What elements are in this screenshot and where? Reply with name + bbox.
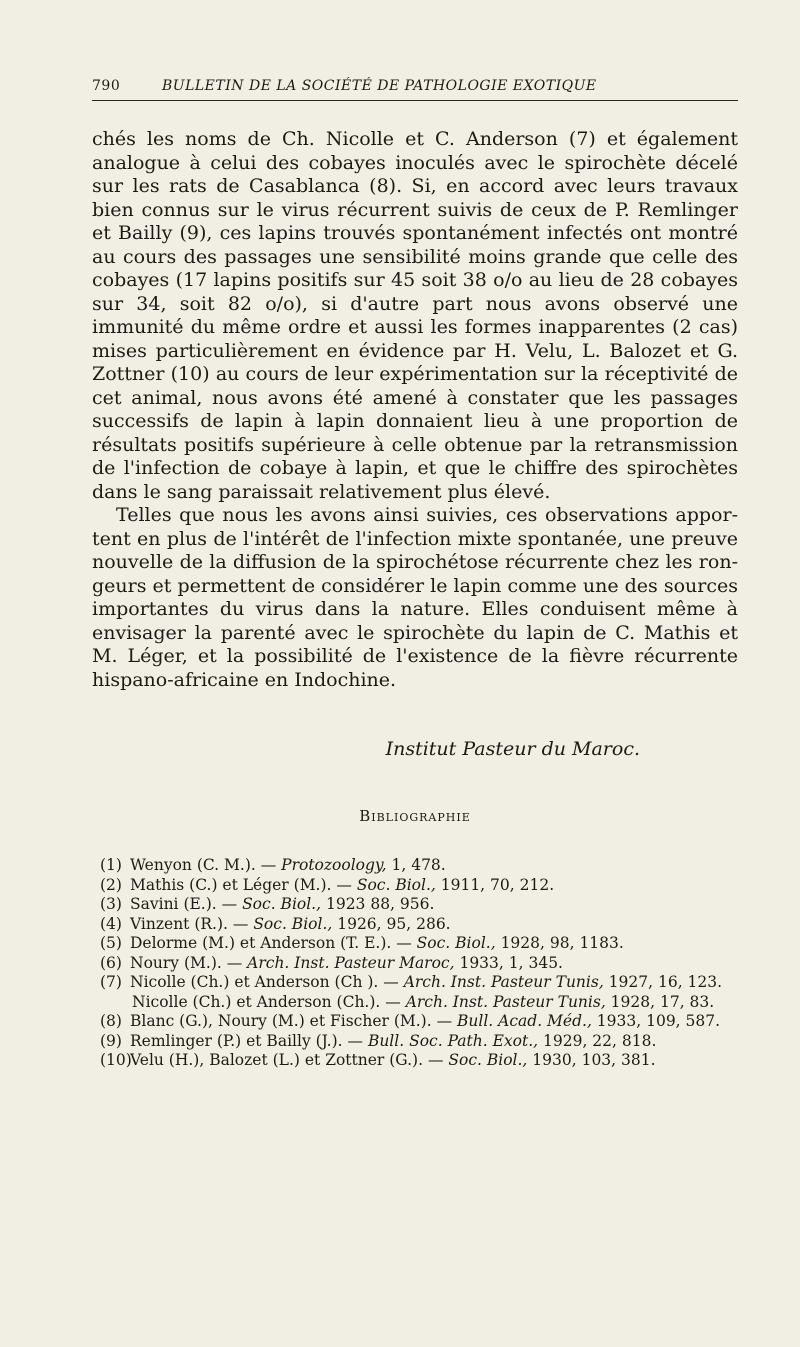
entry-reference: 1930, 103, 381.: [527, 1051, 656, 1069]
page-number: 790: [92, 78, 121, 94]
running-header: [92, 78, 738, 101]
entry-number: (4): [100, 914, 122, 933]
entry-authors: Vinzent (R.). —: [130, 914, 254, 933]
entry-number: (6): [100, 953, 122, 972]
entry-journal: Soc. Biol.,: [356, 875, 436, 894]
bibliography-entry: [100, 934, 740, 954]
entry-number: (5): [100, 934, 122, 952]
entry-number: (2): [100, 875, 122, 894]
entry-journal: Arch. Inst. Pasteur Maroc,: [247, 953, 455, 972]
entry-journal: Bull. Soc. Path. Exot.,: [367, 1031, 539, 1050]
entry-number: (9): [100, 1031, 122, 1050]
bibliography-entry: [100, 954, 740, 974]
entry-reference: 1933, 1, 345.: [454, 953, 563, 972]
entry-number: (10): [100, 1051, 132, 1069]
bibliography-title: Bibliographie: [359, 807, 471, 825]
bibliography-entry: [100, 1051, 740, 1071]
paragraph-2: Telles que nous les avons ainsi suivies, ces observations apportent en plus de l'intérêt de l'infection mixte spontanée, une preuve nouvelle de la diffusion de la spirochétose récurrente chez les rongeurs et permettent de considérer le lapin comme une des sources importantes du virus dans la nature. Elles conduisent même à envisager la parenté avec le spirochète du lapin de C. Mathis et M. Léger, et la possibilité de l'existence de la fièvre récurrente hispano-africaine en Indochine.: [92, 504, 738, 691]
entry-reference: 1928, 98, 1183.: [495, 934, 624, 952]
entry-authors: Wenyon (C. M.). —: [130, 856, 282, 874]
entry-number: (8): [100, 1012, 122, 1030]
entry-reference: 1928, 17, 83.: [605, 992, 715, 1011]
entry-journal: Arch. Inst. Pasteur Tunis,: [405, 992, 606, 1011]
entry-authors: Velu (H.), Balozet (L.) et Zottner (G.). —: [130, 1051, 449, 1069]
entry-authors: Mathis (C.) et Léger (M.). —: [130, 875, 357, 894]
entry-journal: Soc. Biol.,: [416, 934, 496, 952]
entry-authors: Delorme (M.) et Anderson (T. E.). —: [130, 934, 417, 952]
entry-reference: 1929, 22, 818.: [538, 1031, 657, 1050]
bibliography-list: [100, 856, 740, 1071]
entry-reference: 1927, 16, 123.: [603, 973, 723, 991]
entry-number: (3): [100, 895, 122, 913]
entry-journal: Arch. Inst. Pasteur Tunis,: [403, 973, 604, 991]
entry-reference: 1911, 70, 212.: [435, 875, 555, 894]
entry-reference: 1923 88, 956.: [321, 895, 435, 913]
entry-journal: Bull. Acad. Méd.,: [457, 1012, 592, 1030]
institution-signature: Institut Pasteur du Maroc.: [385, 738, 640, 760]
paragraph-1: chés les noms de Ch. Nicolle et C. Anderson (7) et également analogue à celui des cobayes inoculés avec le spirochète décelé sur les rats de Casablanca (8). Si, en accord avec leurs travaux bien connus sur le virus récurrent suivis de ceux de P. Remlinger et Bailly (9), ces lapins trouvés spontanément infectés ont montré au cours des passages une sensibilité moins grande que celle des cobayes (17 lapins positifs sur 45 soit 38 o/o au lieu de 28 cobayes sur 34, soit 82 o/o), si d'autre part nous avons observé une immunité du même ordre et aussi les formes inapparentes (2 cas) mises particulièrement en évidence par H. Velu, L. Balozet et G. Zottner (10) au cours de leur expérimentation sur la réceptivité de cet animal, nous avons été amené à constater que les passages successifs de lapin à lapin donnaient lieu à une proportion de résultats positifs supérieure à celle obtenue par la retransmission de l'infection de cobaye à lapin, et que le chiffre des spirochètes dans le sang paraissait relativement plus élevé.: [92, 128, 738, 503]
bibliography-entry: [100, 1012, 740, 1032]
entry-number: (1): [100, 856, 122, 874]
entry-reference: 1, 478.: [386, 856, 446, 874]
entry-journal: Soc. Biol.,: [253, 914, 333, 933]
bibliography-entry: [100, 1032, 740, 1052]
bibliography-entry: [100, 856, 740, 876]
entry-authors: Remlinger (P.) et Bailly (J.). —: [130, 1031, 368, 1050]
entry-authors: Blanc (G.), Noury (M.) et Fischer (M.). —: [130, 1012, 458, 1030]
entry-journal: Protozoology,: [281, 856, 387, 874]
entry-journal: Soc. Biol.,: [242, 895, 322, 913]
entry-reference: 1933, 109, 587.: [591, 1012, 721, 1030]
bibliography-entry: [100, 973, 740, 993]
entry-reference: 1926, 95, 286.: [332, 914, 451, 933]
entry-authors: Noury (M.). —: [130, 953, 248, 972]
entry-journal: Soc. Biol.,: [448, 1051, 528, 1069]
entry-authors: Savini (E.). —: [130, 895, 243, 913]
bibliography-entry: [100, 895, 740, 915]
bibliography-entry: [100, 915, 740, 935]
article-body: [92, 128, 738, 692]
entry-authors: Nicolle (Ch.) et Anderson (Ch.). —: [132, 992, 406, 1011]
journal-title: BULLETIN DE LA SOCIÉTÉ DE PATHOLOGIE EXOTIQUE: [162, 78, 597, 94]
bibliography-entry: [100, 993, 740, 1013]
entry-number: (7): [100, 973, 122, 991]
bibliography-entry: [100, 876, 740, 896]
entry-authors: Nicolle (Ch.) et Anderson (Ch ). —: [130, 973, 404, 991]
